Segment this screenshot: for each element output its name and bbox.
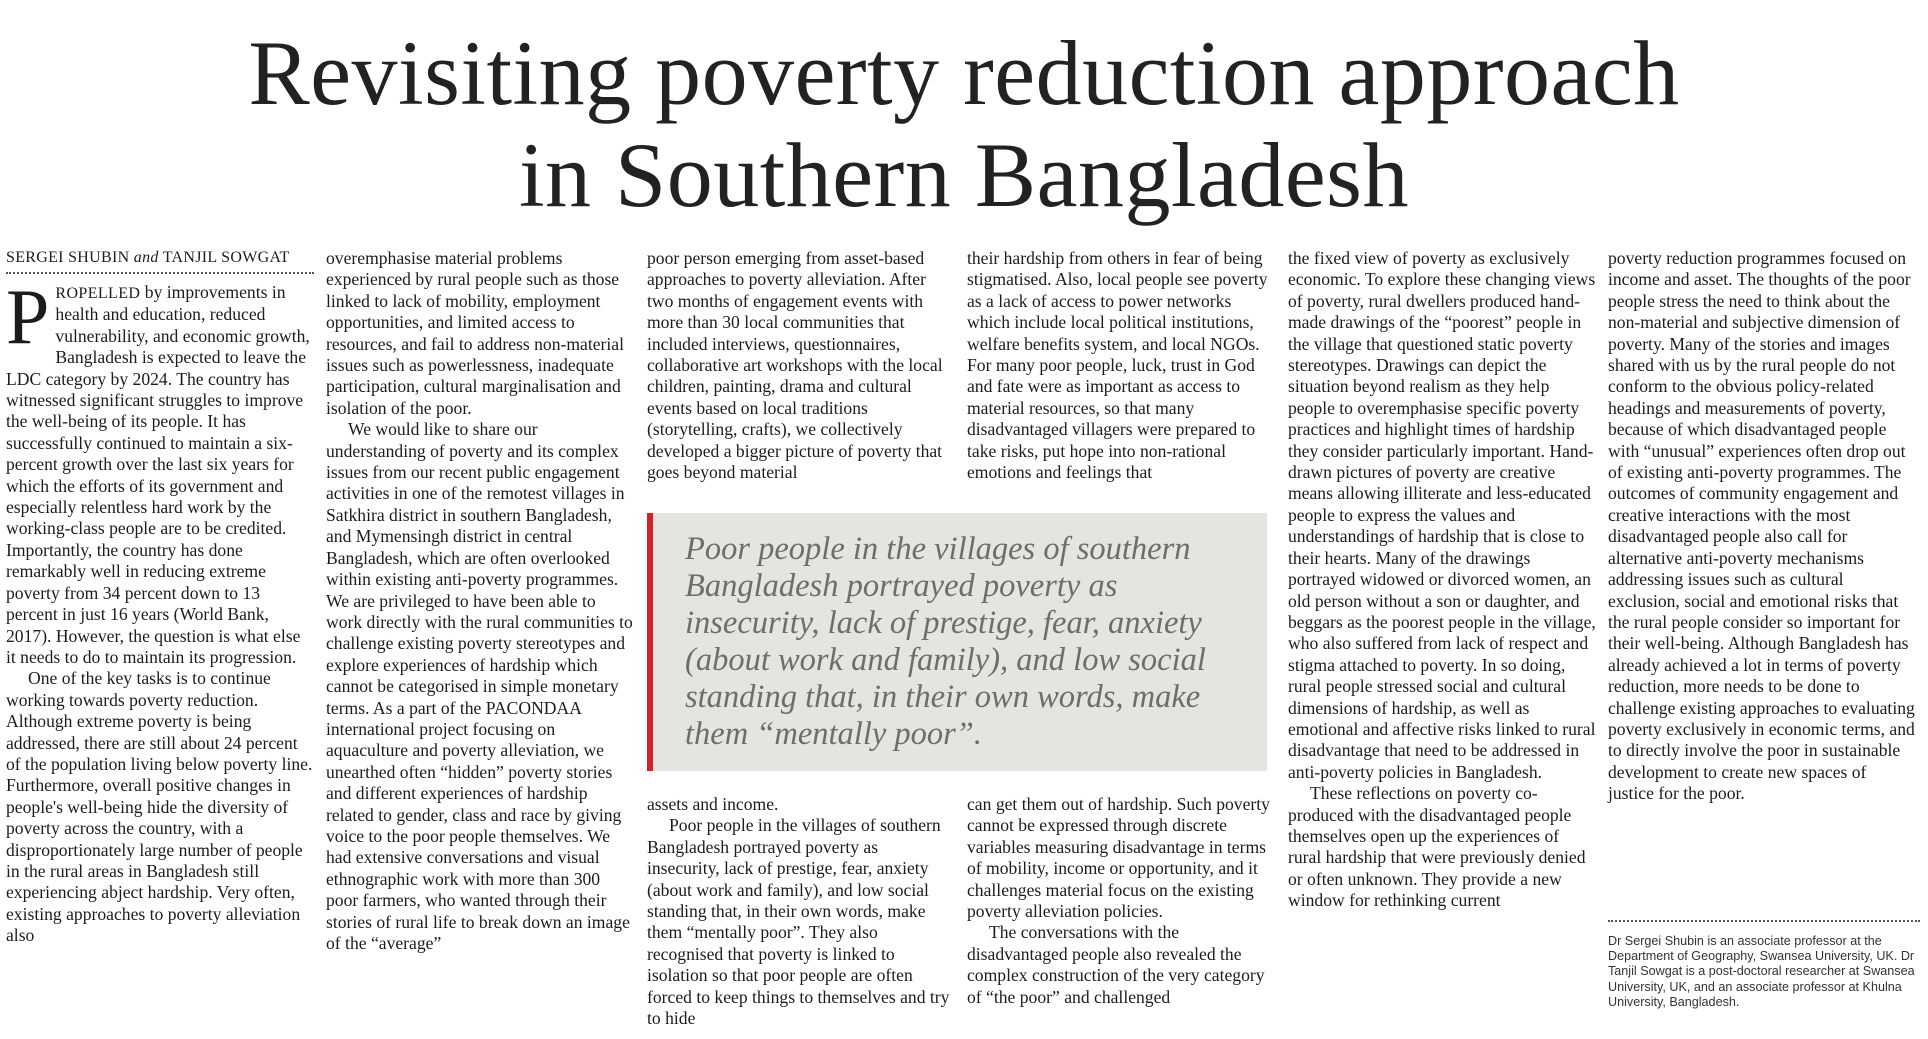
pull-quote <box>647 513 1267 771</box>
paragraph: These reflections on poverty co-produced with the disadvantaged people themselves open up the experiences of rural hardship that were previously denied or often unknown. They provide a new window for rethinking current <box>1288 783 1586 911</box>
byline-conjunction: and <box>133 249 159 266</box>
paragraph: can get them out of hardship. Such poverty cannot be expressed through discrete variables measuring disadvantage in terms of mobility, income or opportunity, and it challenges material focus on the existing poverty alleviation policies. <box>967 794 1270 922</box>
byline <box>6 248 314 274</box>
pull-quote-text: Poor people in the villages of southern Bangladesh portrayed poverty as insecurity, lack of prestige, fear, anxiety (about work and family), and low social standing that, in their own words, make them “mentally poor”. <box>685 531 1206 752</box>
byline-author-1: SERGEI SHUBIN <box>6 249 130 266</box>
article-column-2 <box>326 248 634 954</box>
paragraph: One of the key tasks is to continue working towards poverty reduction. Although extreme poverty is being addressed, there are still about 24 percent of the population living below poverty line. Furthermore, overall positive changes in people's well-being hide the diversity of poverty across the country, with a disproportionately large number of people in the rural areas in Bangladesh still experiencing abject hardship. Very often, existing approaches to poverty alleviation also <box>6 668 313 946</box>
article-column-4-top <box>967 248 1275 483</box>
headline-line-2: in Southern Bangladesh <box>519 124 1409 226</box>
article-column-6 <box>1608 248 1916 805</box>
paragraph: The conversations with the disadvantaged people also revealed the complex construction of the very category of “the poor” and challenged <box>967 922 1265 1007</box>
paragraph: We would like to share our understanding of poverty and its complex issues from our recent public engagement activities in one of the remotest villages in Satkhira district in southern Bangladesh, and Mymensingh district in central Bangladesh, which are often overlooked within existing anti-poverty programmes. We are privileged to have been able to work directly with the rural communities to challenge existing poverty stereotypes and explore experiences of hardship which cannot be categorised in simple monetary terms. As a part of the PACONDAA international project focusing on aquaculture and poverty alleviation, we unearthed often “hidden” poverty stories and different experiences of hardship related to gender, class and race by giving voice to the poor people themselves. We had extensive conversations and visual ethnographic work with more than 300 poor farmers, who wanted through their stories of rural life to break down an image of the “average” <box>326 419 633 953</box>
article-column-1 <box>6 248 314 947</box>
paragraph <box>6 273 314 668</box>
paragraph: poverty reduction programmes focused on income and asset. The thoughts of the poor people stress the need to think about the non-material and subjective dimension of poverty. Many of the stories and images shared with us by the rural people do not conform to the obvious policy-related headings and measurements of poverty, because of which disadvantaged people with “unusual” experiences often drop out of existing anti-poverty programmes. The outcomes of community engagement and creative interactions with the most disadvantaged people also call for alternative anti-poverty mechanisms addressing issues such as cultural exclusion, social and emotional risks that the rural people consider so important for their well-being. Although Bangladesh has already achieved a lot in terms of poverty reduction, more needs to be done to challenge existing approaches to evaluating poverty exclusively in economic terms, and to directly involve the poor in sustainable development to create new spaces of justice for the poor. <box>1608 248 1915 804</box>
article-column-3-top <box>647 248 955 483</box>
lead-word: ROPELLED <box>55 285 141 302</box>
headline-line-1: Revisiting poverty reduction approach <box>248 22 1680 124</box>
paragraph: poor person emerging from asset-based approaches to poverty alleviation. After two months of engagement events with more than 30 local communities that included interviews, questionnaires, collaborative art workshops with the local children, painting, drama and cultural events based on local traditions (storytelling, crafts), we collectively developed a bigger picture of poverty that goes beyond material <box>647 248 943 483</box>
author-bio-text: Dr Sergei Shubin is an associate professor at the Department of Geography, Swansea University, UK. Dr Tanjil Sowgat is a post-doctoral researcher at Swansea University, UK, and an associate professor at Khulna University, Bangladesh. <box>1608 934 1915 1009</box>
article-headline <box>0 22 1928 226</box>
article-column-3-bottom <box>647 794 955 1029</box>
paragraph-text: by improvements in health and education, reduced vulnerability, and economic growth, Bangladesh is expected to leave the LDC category by 2024. The country has witnessed significant struggles to improve the well-being of its people. It has successfully continued to maintain a six-percent growth over the last six years for which the efforts of its government and especially relentless hard work by the working-class people are to be credited. Importantly, the country has done remarkably well in reducing extreme poverty from 34 percent down to 13 percent in just 16 years (World Bank, 2017). However, the question is what else it needs to do to maintain its progression. <box>6 282 310 667</box>
byline-author-2: TANJIL SOWGAT <box>162 249 290 266</box>
paragraph: overemphasise material problems experienced by rural people such as those linked to lack of mobility, employment opportunities, and limited access to resources, and fail to address non-material issues such as powerlessness, inadequate participation, cultural marginalisation and isolation of the poor. <box>326 248 625 418</box>
paragraph: the fixed view of poverty as exclusively economic. To explore these changing views of poverty, rural dwellers produced hand-made drawings of the “poorest” people in the village that questioned static poverty stereotypes. Drawings can depict the situation beyond realism as they help people to overemphasise specific poverty practices and highlight times of hardship they consider particularly important. Hand-drawn pictures of poverty are creative means allowing illiterate and less-educated people to express the values and understandings of hardship that is close to their hearts. Many of the drawings portrayed widowed or divorced women, an old person without a son or daughter, and beggars as the poorest people in the village, who also suffered from lack of respect and stigma attached to poverty. In so doing, rural people stressed social and cultural dimensions of hardship, as well as emotional and affective risks linked to rural disadvantage that need to be addressed in anti-poverty policies in Bangladesh. <box>1288 248 1596 782</box>
paragraph: their hardship from others in fear of being stigmatised. Also, local people see poverty as a lack of access to power networks which include local political institutions, welfare benefits system, and local NGOs. For many poor people, luck, trust in God and fate were as important as access to material resources, so that many disadvantaged villagers were prepared to take risks, put hope into non-rational emotions and feelings that <box>967 248 1268 483</box>
paragraph: Poor people in the villages of southern Bangladesh portrayed poverty as insecurity, lack of prestige, fear, anxiety (about work and family), and low social standing that, in their own words, make them “mentally poor”. They also recognised that poverty is linked to isolation so that poor people are often forced to keep things to themselves and try to hide <box>647 815 950 1029</box>
drop-cap: P <box>6 273 50 360</box>
article-column-5 <box>1288 248 1596 912</box>
article-column-4-bottom <box>967 794 1275 1008</box>
author-bio <box>1608 920 1920 1010</box>
paragraph: assets and income. <box>647 794 779 814</box>
